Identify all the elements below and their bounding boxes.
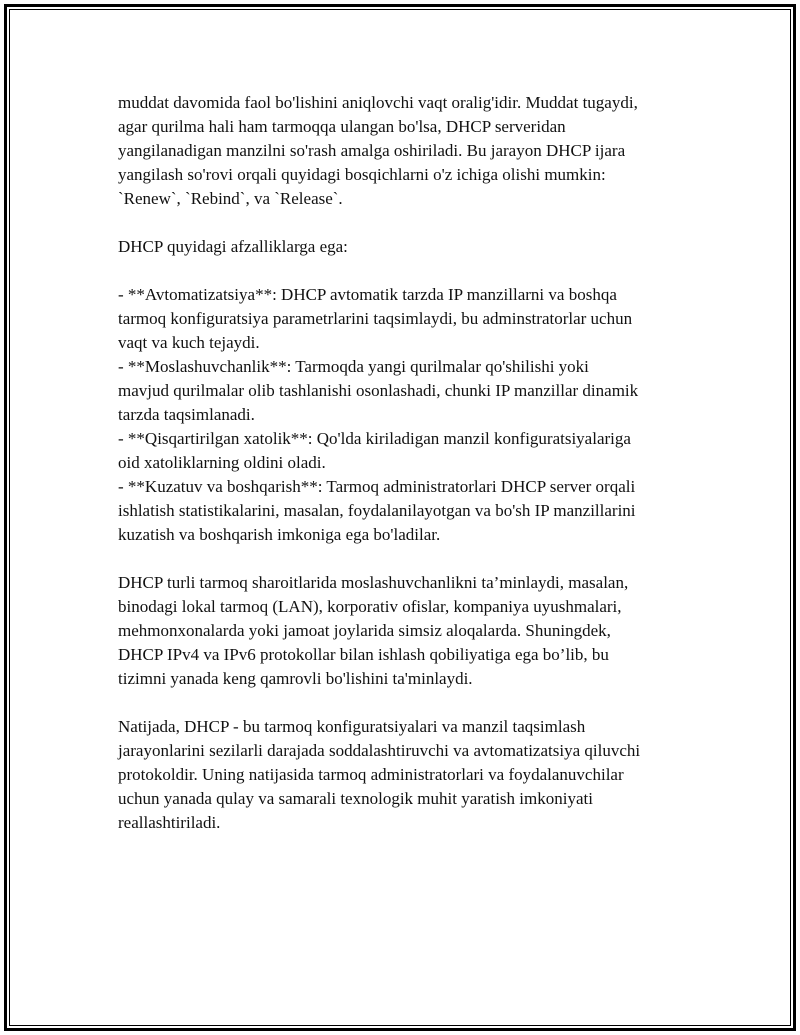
text-line: yangilanadigan manzilni so'rash amalga oshiriladi. Bu jarayon DHCP ijara <box>118 141 626 160</box>
text-line: ishlatish statistikalarini, masalan, foydalanilayotgan va bo'sh IP manzillarini <box>118 501 636 520</box>
paragraph-dhcp-lease <box>118 91 698 211</box>
text-line: uchun yanada qulay va samarali texnologik muhit yaratish imkoniyati <box>118 789 593 808</box>
text-line: DHCP IPv4 va IPv6 protokollar bilan ishlash qobiliyatiga ega bo’lib, bu <box>118 645 609 664</box>
text-line: tarmoq konfiguratsiya parametrlarini taqsimlaydi, bu adminstratorlar uchun <box>118 309 633 328</box>
text-line: tizimni yanada keng qamrovli bo'lishini ta'minlaydi. <box>118 669 473 688</box>
text-line: oid xatoliklarning oldini oladi. <box>118 453 326 472</box>
text-line: `Renew`, `Rebind`, va `Release`. <box>118 189 343 208</box>
text-line: Natijada, DHCP - bu tarmoq konfiguratsiyalari va manzil taqsimlash <box>118 717 586 736</box>
document-body <box>118 91 698 859</box>
list-item-monitoring: - **Kuzatuv va boshqarish**: Tarmoq administratorlari DHCP server orqali <box>118 477 636 496</box>
text-line: reallashtiriladi. <box>118 813 221 832</box>
text-line: binodagi lokal tarmoq (LAN), korporativ ofislar, kompaniya uyushmalari, <box>118 597 622 616</box>
text-line: DHCP turli tarmoq sharoitlarida moslashuvchanlikni ta’minlaydi, masalan, <box>118 573 629 592</box>
text-line: tarzda taqsimlanadi. <box>118 405 255 424</box>
text-line: vaqt va kuch tejaydi. <box>118 333 260 352</box>
text-line: protokoldir. Uning natijasida tarmoq administratorlari va foydalanuvchilar <box>118 765 624 784</box>
paragraph-advantages-intro <box>118 235 698 259</box>
text-line: agar qurilma hali ham tarmoqqa ulangan bo'lsa, DHCP serveridan <box>118 117 566 136</box>
advantages-list <box>118 283 698 547</box>
list-item-flexibility: - **Moslashuvchanlik**: Tarmoqda yangi qurilmalar qo'shilishi yoki <box>118 357 589 376</box>
text-line: muddat davomida faol bo'lishini aniqlovchi vaqt oralig'idir. Muddat tugaydi, <box>118 93 638 112</box>
text-line: DHCP quyidagi afzalliklarga ega: <box>118 237 348 256</box>
text-line: jarayonlarini sezilarli darajada soddalashtiruvchi va avtomatizatsiya qiluvchi <box>118 741 641 760</box>
list-item-automation: - **Avtomatizatsiya**: DHCP avtomatik tarzda IP manzillarni va boshqa <box>118 285 617 304</box>
text-line: mehmonxonalarda yoki jamoat joylarida simsiz aloqalarda. Shuningdek, <box>118 621 611 640</box>
list-item-reduced-errors: - **Qisqartirilgan xatolik**: Qo'lda kiriladigan manzil konfiguratsiyalariga <box>118 429 631 448</box>
text-line: kuzatish va boshqarish imkoniga ega bo'ladilar. <box>118 525 441 544</box>
paragraph-conclusion <box>118 715 698 835</box>
paragraph-dhcp-environments <box>118 571 698 691</box>
text-line: yangilash so'rovi orqali quyidagi bosqichlarni o'z ichiga olishi mumkin: <box>118 165 606 184</box>
text-line: mavjud qurilmalar olib tashlanishi osonlashadi, chunki IP manzillar dinamik <box>118 381 639 400</box>
